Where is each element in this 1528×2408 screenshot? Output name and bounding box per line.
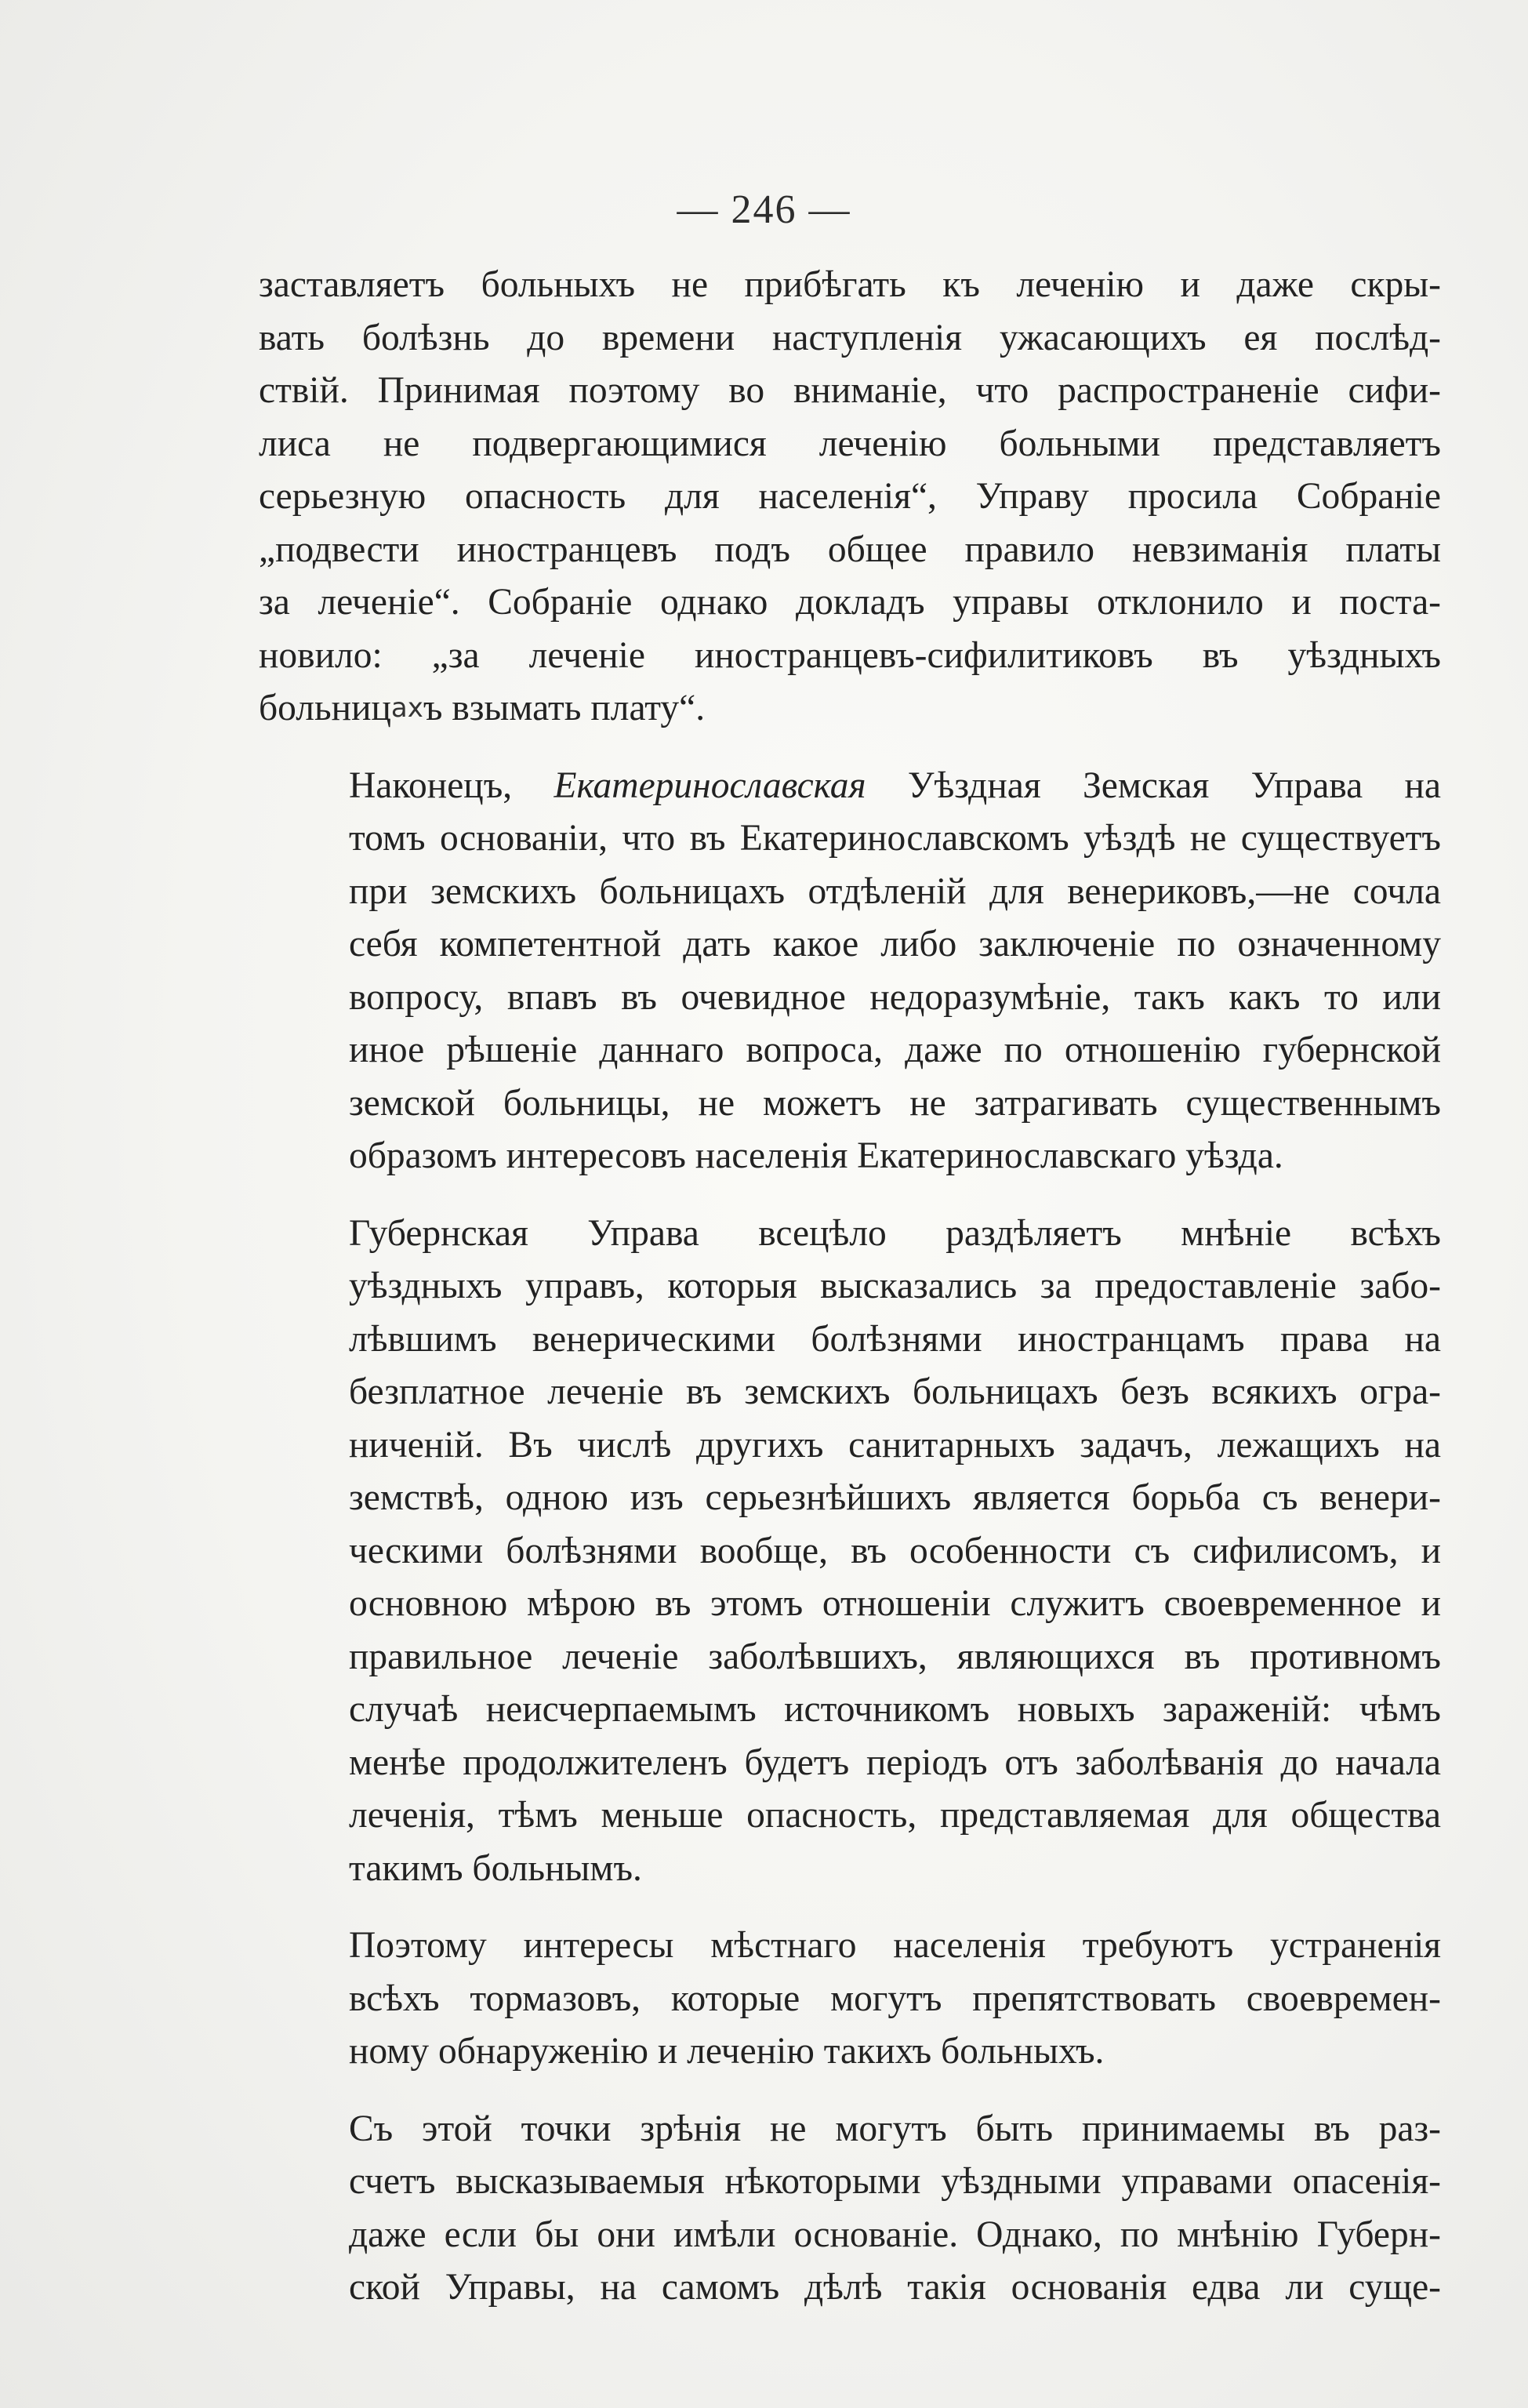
paragraph-1 [259, 259, 1441, 735]
paragraph-3 [259, 1208, 1441, 1896]
text-line: Губернская Управа всецѣло раздѣляетъ мнѣніе всѣхъ [349, 1212, 1441, 1254]
text-line: лѣвшимъ венерическими болѣзнями иностранцамъ права на [349, 1318, 1441, 1360]
text-line: Поэтому интересы мѣстнаго населенія требуютъ устраненія [349, 1925, 1441, 1966]
text-line: лиса не подвергающимися леченію больными представляетъ [259, 423, 1441, 464]
text-line: леченія, тѣмъ меньше опасность, представляемая для общества [349, 1795, 1441, 1836]
page-number: — 246 — [677, 187, 851, 232]
text-line: основною мѣрою въ этомъ отношеніи служитъ своевременное и [349, 1583, 1441, 1624]
body-text [259, 259, 1441, 2315]
text-line: ниченій. Въ числѣ другихъ санитарныхъ задачъ, лежащихъ на [349, 1424, 1441, 1466]
text-line: ному обнаруженію и леченію такихъ больныхъ. [349, 2031, 1105, 2072]
text-line: при земскихъ больницахъ отдѣленій для венериковъ,—не сочла [349, 870, 1441, 912]
struck-glyph: ах [390, 692, 423, 724]
text-line: Съ этой точки зрѣнія не могутъ быть принимаемы въ раз- [349, 2108, 1441, 2149]
text-line: образомъ интересовъ населенія Екатеринославскаго уѣзда. [349, 1135, 1283, 1176]
text-fragment: больниц [259, 688, 391, 728]
text-line: иное рѣшеніе даннаго вопроса, даже по отношенію губернской [349, 1030, 1441, 1070]
text-fragment: Уѣздная Земская Управа на [866, 765, 1441, 806]
text-line: ской Управы, на самомъ дѣлѣ такія основанія едва ли суще- [349, 2267, 1441, 2308]
paragraph-4 [259, 1919, 1441, 2079]
text-line: новило: „за леченіе иностранцевъ-сифилитиковъ въ уѣздныхъ [259, 634, 1441, 676]
text-line: ствій. Принимая поэтому во вниманіе, что распространеніе сифи- [259, 370, 1441, 411]
text-line [259, 682, 1441, 735]
paragraph-5 [259, 2103, 1441, 2315]
text-line: даже если бы они имѣли основаніе. Однако, по мнѣнію Губерн- [349, 2214, 1441, 2255]
text-line: за леченіе“. Собраніе однако докладъ управы отклонило и поста- [259, 582, 1441, 623]
text-line: ческими болѣзнями вообще, въ особенности съ сифилисомъ, и [349, 1530, 1441, 1571]
text-line: земствѣ, одною изъ серьезнѣйшихъ является борьба съ венери- [349, 1477, 1441, 1518]
text-line: менѣе продолжителенъ будетъ періодъ отъ заболѣванія до начала [349, 1742, 1441, 1783]
italic-term: Екатеринославская [553, 765, 866, 806]
text-line: всѣхъ тормазовъ, которые могутъ препятствовать своевремен- [349, 1978, 1441, 2019]
text-line: безплатное леченіе въ земскихъ больницахъ безъ всякихъ огра- [349, 1371, 1441, 1412]
text-line: „подвести иностранцевъ подъ общее правило невзиманія платы [259, 528, 1441, 570]
text-line: себя компетентной дать какое либо заключеніе по означенному [349, 924, 1441, 964]
text-line: уѣздныхъ управъ, которыя высказались за предоставленіе забо- [349, 1266, 1441, 1306]
text-line: земской больницы, не можетъ не затрагивать существеннымъ [349, 1082, 1441, 1124]
text-line: вать болѣзнь до времени наступленія ужасающихъ ея послѣд- [259, 317, 1441, 358]
text-line: томъ основаніи, что въ Екатеринославскомъ уѣздѣ не существуетъ [349, 818, 1441, 859]
text-line [259, 760, 1441, 813]
paragraph-2 [259, 760, 1441, 1183]
text-line: заставляетъ больныхъ не прибѣгать къ леченію и даже скры- [259, 264, 1441, 305]
text-line: вопросу, впавъ въ очевидное недоразумѣніе, такъ какъ то или [349, 976, 1441, 1018]
text-line: такимъ больнымъ. [349, 1847, 642, 1889]
text-line: правильное леченіе заболѣвшихъ, являющихся въ противномъ [349, 1636, 1441, 1677]
text-fragment: Наконецъ, [349, 765, 554, 806]
text-line: случаѣ неисчерпаемымъ источникомъ новыхъ зараженій: чѣмъ [349, 1689, 1441, 1730]
text-fragment: ъ взымать плату“. [423, 688, 706, 728]
text-line: серьезную опасность для населенія“, Управу просила Собраніе [259, 476, 1441, 517]
text-line: счетъ высказываемыя нѣкоторыми уѣздными управами опасенія- [349, 2161, 1441, 2202]
